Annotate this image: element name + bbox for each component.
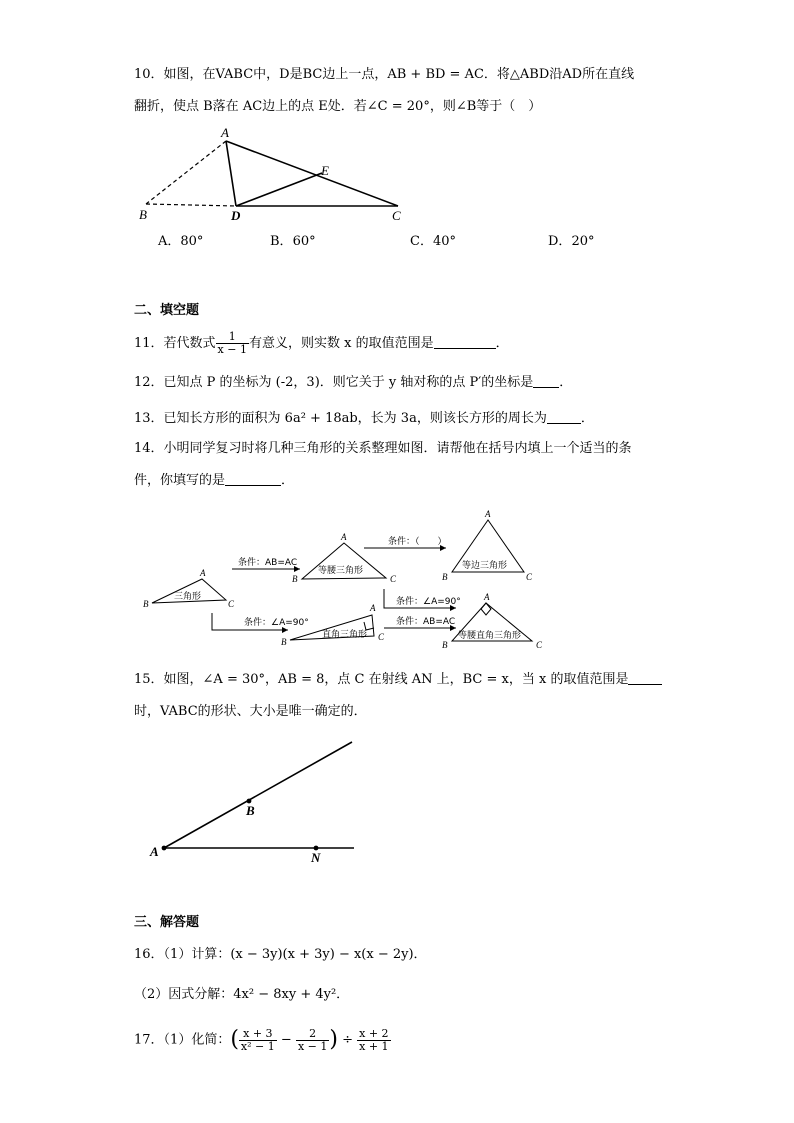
label-B-q15: B	[246, 803, 255, 818]
q12: 12．已知点 P 的坐标为 (-2，3)．则它关于 y 轴对称的点 P′的坐标是 ．	[134, 375, 573, 390]
q15-line1: 15．如图，∠A = 30°，AB = 8，点 C 在射线 AN 上，BC = x，当 x 的取值范围是	[134, 671, 662, 689]
q10-line2: 翻折，使点 B落在 AC边上的点 E处．若∠C = 20°，则∠B等于（ ）	[134, 99, 542, 114]
q15-line2: 时，VABC的形状、大小是唯一确定的．	[134, 704, 367, 719]
label-B: B	[139, 207, 147, 222]
label-C: C	[392, 208, 401, 223]
label-equilateral: 等边三角形	[462, 561, 508, 571]
lbl-c5: C	[536, 640, 543, 650]
q10-line1: 10．如图，在VABC中，D是BC边上一点，AB + BD = AC．将△ABD沿AD所在直线	[134, 67, 635, 82]
lbl-b1: B	[143, 599, 149, 609]
lbl-a2: A	[341, 532, 347, 542]
label-A: A	[221, 125, 229, 140]
cond-ab-ac: 条件：AB=AC	[238, 558, 298, 568]
lbl-a3: A	[485, 509, 491, 519]
point-A	[162, 846, 167, 851]
cond-a90-b: 条件：∠A=90°	[396, 597, 461, 607]
label-E: E	[321, 163, 329, 178]
ray-AB	[164, 742, 352, 848]
cond-blank[interactable]: 条件：（ ）	[388, 537, 447, 547]
lbl-c1: C	[228, 599, 235, 609]
lbl-b5: B	[442, 640, 448, 650]
q10-option-d[interactable]: D．20°	[548, 234, 595, 249]
q10-option-a[interactable]: A．80°	[158, 234, 204, 249]
label-isosceles-right: 等腰直角三角形	[458, 631, 522, 641]
q17: 17．（1）化简：( $\frac{x + 3}{\text{x² − 1}}$ − $\frac{2}{x - 1}$ ) ÷ $\frac{x + 2}{x + 1}$	[134, 1026, 389, 1053]
lbl-a5: A	[484, 592, 490, 602]
cond-a90: 条件：∠A=90°	[244, 618, 309, 628]
q14-line1: 14．小明同学复习时将几种三角形的关系整理如图．请帮他在括号内填上一个适当的条	[134, 441, 632, 456]
label-N-q15: N	[311, 850, 321, 865]
section-title-fill-blank: 二、填空题	[134, 303, 200, 318]
q10-option-c[interactable]: C．40°	[410, 234, 456, 249]
q10-option-b[interactable]: B．60°	[270, 234, 316, 249]
q11: 11．若代数式 $\frac{1}{x - 1}$ 有意义，则实数 x 的取值范围是 ．	[134, 330, 509, 356]
label-D: D	[231, 208, 241, 223]
q13: 13．已知长方形的面积为 6a² + 18ab，长为 3a，则该长方形的周长为 ．	[134, 411, 594, 426]
lbl-b3: B	[442, 572, 448, 582]
lbl-b2: B	[292, 574, 298, 584]
lbl-a1: A	[200, 568, 206, 578]
lbl-b4: B	[281, 637, 287, 647]
q17-fraction-2: $\frac{2}{x - 1}$	[297, 1026, 328, 1053]
label-right: 直角三角形	[322, 630, 368, 640]
cond-ab-ac-b: 条件：AB=AC	[396, 617, 456, 627]
label-A-q15: A	[150, 844, 159, 859]
q17-fraction-3: $\frac{x + 2}{x + 1}$	[359, 1026, 389, 1053]
q16-part2: （2）因式分解：4x² − 8xy + 4y²．	[134, 987, 350, 1002]
label-isosceles: 等腰三角形	[318, 566, 364, 576]
section-title-answer: 三、解答题	[134, 915, 200, 930]
lbl-c2: C	[390, 574, 397, 584]
lbl-c4: C	[378, 632, 385, 642]
q11-fraction: $\frac{1}{x - 1}$	[217, 330, 247, 356]
lbl-c3: C	[526, 572, 533, 582]
label-triangle: 三角形	[174, 592, 202, 602]
lbl-a4: A	[370, 603, 376, 613]
q17-fraction-1: $\frac{x + 3}{\text{x² − 1}}$	[240, 1026, 275, 1053]
q14-line2: 件，你填写的是 ．	[134, 473, 295, 488]
q16-part1: 16．（1）计算：(x − 3y)(x + 3y) − x(x − 2y)．	[134, 947, 427, 962]
